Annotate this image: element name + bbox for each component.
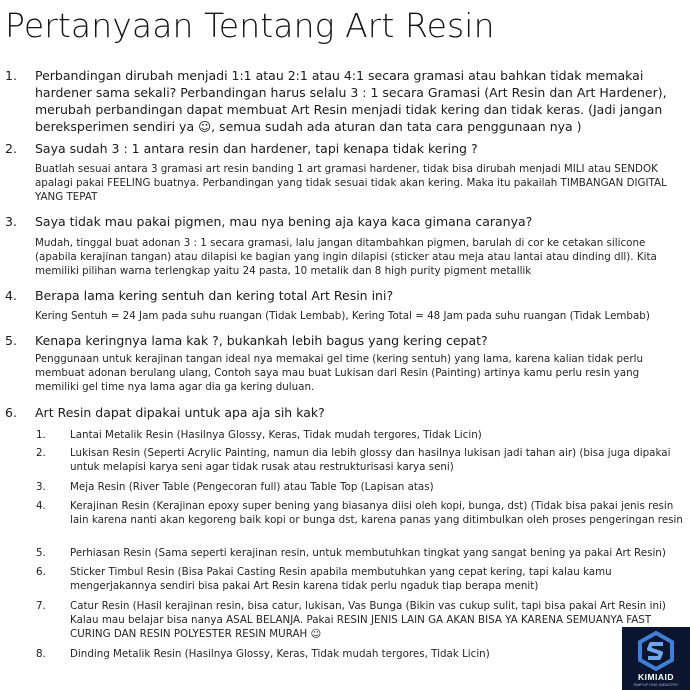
list-item-number: 7.	[36, 600, 46, 612]
page-title: Pertanyaan Tentang Art Resin	[5, 6, 495, 45]
list-item-number: 6.	[36, 566, 46, 578]
faq-number: 3.	[5, 214, 17, 229]
faq-number: 5.	[5, 333, 17, 348]
faq-answer: Penggunaan untuk kerajinan tangan ideal nya memakai gel time (kering sentuh) yang lama, karena kalian tidak perlu membuat adonan berulang ulang, Contoh saya mau buat Lukisan dari Resin (Painting) artinya kamu perlu resin yang memiliki gel time nya lama agar dia ga kering duluan.	[35, 353, 644, 394]
kimiaid-logo	[622, 627, 690, 690]
list-item-text: Dinding Metalik Resin (Hasilnya Glossy, Keras, Tidak mudah tergores, Tidak Licin)	[70, 648, 490, 660]
list-item-number: 5.	[36, 547, 46, 559]
faq-number: 1.	[5, 68, 17, 83]
list-item-number: 2.	[36, 447, 46, 459]
faq-answer: Mudah, tinggal buat adonan 3 : 1 secara gramasi, lalu jangan ditambahkan pigmen, barulah di cor ke cetakan silicone (apabila kerajinan tangan) atau dilapisi ke bagian yang ingin dilapisi (sticker atau meja atau lantai atau dinding dll). Kita memiliki pilihan warna terlengkap yaitu 24 pasta, 10 metalik dan 8 high purity pigment metallik	[35, 237, 657, 278]
faq-question: Berapa lama kering sentuh dan kering total Art Resin ini?	[35, 288, 394, 303]
logo-name: KIMIAID	[637, 672, 675, 682]
list-item-text: Sticker Timbul Resin (Bisa Pakai Casting Resin apabila membutuhkan yang cepat kering, tapi kalau kamu mengerjakannya sendiri bisa pakai Art Resin karena tidak perlu ngaduk tiap berapa menit)	[70, 566, 612, 593]
list-item-text: Lantai Metalik Resin (Hasilnya Glossy, Keras, Tidak mudah tergores, Tidak Licin)	[70, 429, 482, 441]
faq-answer: Buatlah sesuai antara 3 gramasi art resin banding 1 art gramasi hardener, tidak bisa dirubah menjadi MILI atau SENDOK apalagi pakai FEELING buatnya. Perbandingan yang tidak sesuai tidak akan kering. Maka itu pakailah TIMBANGAN DIGITAL YANG TEPAT	[35, 163, 667, 204]
list-item-text: Kerajinan Resin (Kerajinan epoxy super bening yang biasanya diisi oleh kopi, bunga, dst) (Tidak bisa pakai jenis resin lain karena nanti akan kegoreng baik kopi or bunga dst, karena panas yang ditimbulkan oleh proses pengeringan resin	[70, 500, 683, 527]
list-item-number: 1.	[36, 429, 46, 441]
logo-tagline: SIMPLIFYING INDUSTRY	[633, 683, 679, 687]
list-item-number: 4.	[36, 500, 46, 512]
list-item-text: Lukisan Resin (Seperti Acrylic Painting, namun dia lebih glossy dan hasilnya lukisan jadi tahan air) (bisa juga dipakai untuk melapisi karya seni agar tidak rusak atau restrukturisasi karya seni)	[70, 447, 671, 474]
list-item-text: Meja Resin (River Table (Pengecoran full) atau Table Top (Lapisan atas)	[70, 481, 434, 493]
list-item-number: 3.	[36, 481, 46, 493]
faq-question: Perbandingan dirubah menjadi 1:1 atau 2:1 atau 4:1 secara gramasi atau bahkan tidak memakai hardener sama sekali? Perbandingan harus selalu 3 : 1 secara Gramasi (Art Resin dan Art Hardener), merubah perbandingan dapat membuat Art Resin menjadi tidak kering dan tidak keras. (Jadi jangan bereksperimen sendiri ya ☺, semua sudah ada aturan dan tata cara penggunaan nya )	[35, 68, 667, 134]
hexagon-s-logo-icon	[636, 631, 676, 671]
faq-number: 4.	[5, 288, 17, 303]
faq-number: 2.	[5, 141, 17, 156]
faq-question: Saya tidak mau pakai pigmen, mau nya bening aja kaya kaca gimana caranya?	[35, 214, 533, 229]
faq-answer: Kering Sentuh = 24 Jam pada suhu ruangan (Tidak Lembab), Kering Total = 48 Jam pada suhu ruangan (Tidak Lembab)	[35, 310, 650, 322]
faq-question: Kenapa keringnya lama kak ?, bukankah lebih bagus yang kering cepat?	[35, 333, 488, 348]
list-item-text: Catur Resin (Hasil kerajinan resin, bisa catur, lukisan, Vas Bunga (Bikin vas cukup sulit, tapi bisa pakai Art Resin ini) Kalau mau belajar bisa nanya ASAL BELANJA. Pakai RESIN JENIS LAIN GA AKAN BISA YA KARENA SEMUANYA FAST CURING DAN RESIN POLYESTER RESIN MURAH ☺	[70, 600, 666, 641]
faq-question: Art Resin dapat dipakai untuk apa aja sih kak?	[35, 405, 325, 420]
list-item-number: 8.	[36, 648, 46, 660]
faq-question: Saya sudah 3 : 1 antara resin dan hardener, tapi kenapa tidak kering ?	[35, 141, 478, 156]
list-item-text: Perhiasan Resin (Sama seperti kerajinan resin, untuk membutuhkan tingkat yang sangat bening ya pakai Art Resin)	[70, 547, 666, 559]
faq-number: 6.	[5, 405, 17, 420]
